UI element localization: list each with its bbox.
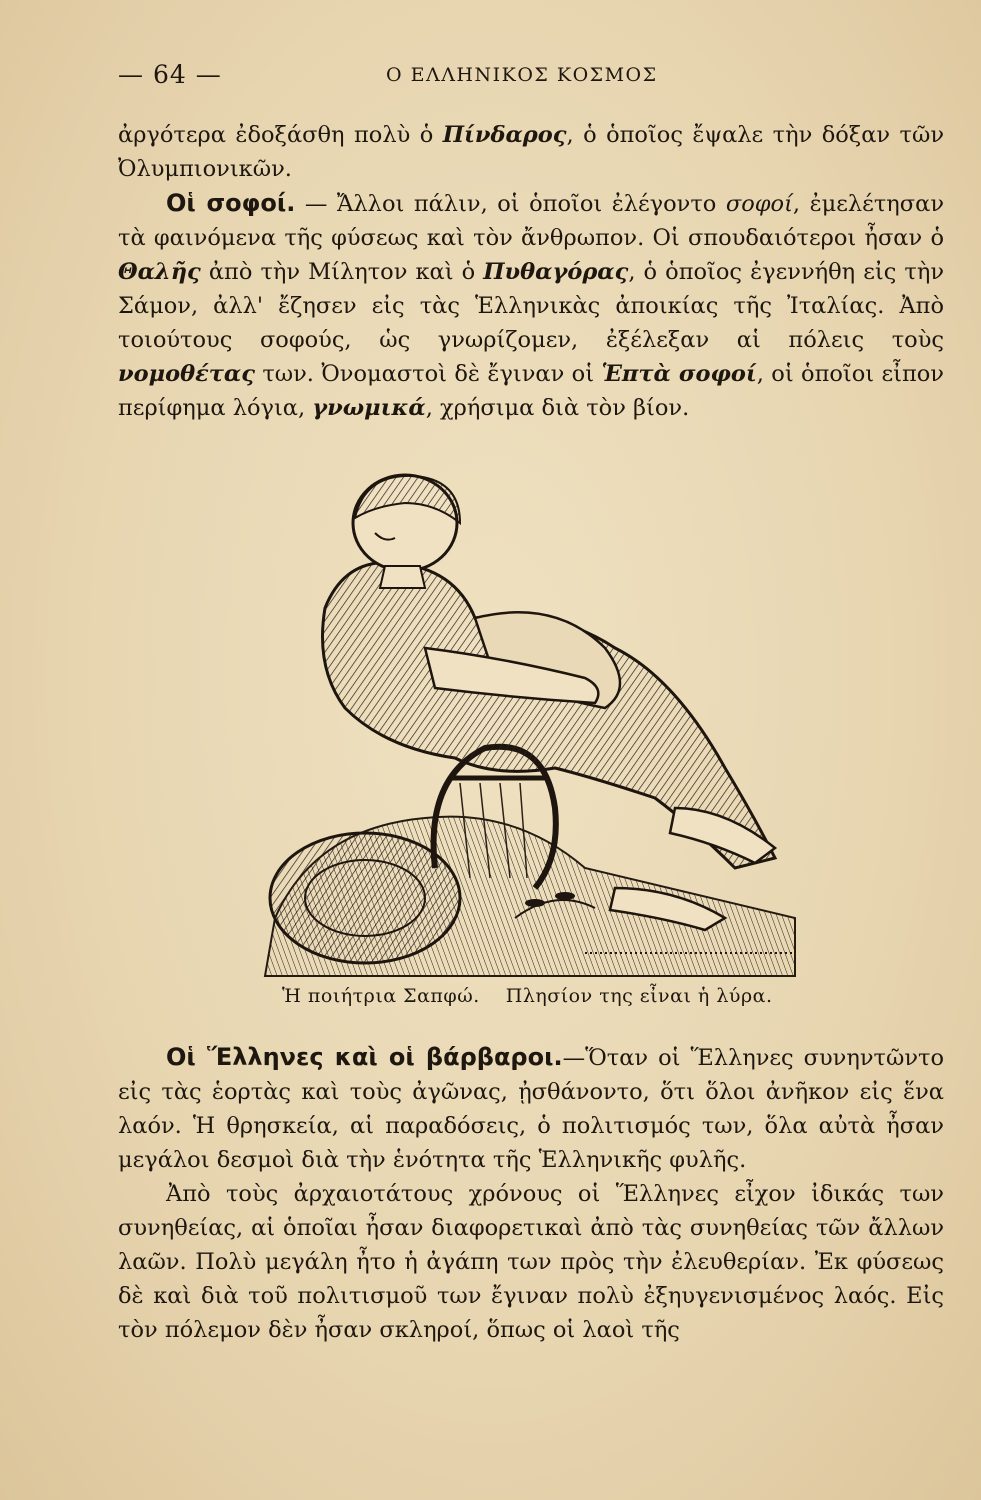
term-gnomika: γνωμικά [312, 395, 426, 421]
name-pindaros: Πίνδαρος [442, 122, 567, 148]
running-title: Ο ΕΛΛΗΝΙΚΟΣ ΚΟΣΜΟΣ [386, 64, 658, 86]
paragraph-sages: Οἱ σοφοί. — Ἄλλοι πάλιν, οἱ ὁποῖοι ἐλέγοντο σοφοί, ἐμελέτησαν τὰ φαινόμενα τῆς φύσεως καὶ τὸν ἄνθρωπον. Οἱ σπουδαιότεροι ἦσαν ὁ Θαλῆς ἀπὸ τὴν Μίλητον καὶ ὁ Πυθαγόρας, ὁ ὁποῖος ἐγεννήθη εἰς τὴν Σάμον, ἀλλ' ἔζησεν εἰς τὰς Ἑλληνικὰς ἀποικίας τῆς Ἰταλίας. Ἀπὸ τοιούτους σοφούς, ὡς γνωρίζομεν, ἐξέλεξαν αἱ πόλεις τοὺς νομοθέτας των. Ὀνομαστοὶ δὲ ἔγιναν οἱ Ἑπτὰ σοφοί, οἱ ὁποῖοι εἶπον περίφημα λόγια, γνωμικά, χρήσιμα διὰ τὸν βίον. [118, 189, 944, 421]
page-header [118, 60, 918, 100]
term-nomothetes: νομοθέτας [118, 361, 255, 387]
sappho-engraving [255, 448, 815, 978]
section-heading-sages: Οἱ σοφοί. [166, 189, 296, 217]
page-number: — 64 — [118, 60, 222, 89]
term-sofoi: σοφοί [725, 191, 793, 217]
paragraph-customs: Ἀπὸ τοὺς ἀρχαιοτάτους χρόνους οἱ Ἕλληνες εἶχον ἰδικάς των συνηθείας, αἱ ὁποῖαι ἦσαν διαφορετικαὶ ἀπὸ τὰς συνηθείας τῶν ἄλλων λαῶν. Πολὺ μεγάλη ἦτο ἡ ἀγάπη των πρὸς τὴν ἐλευθερίαν. Ἐκ φύσεως δὲ καὶ διὰ τοῦ πολιτισμοῦ των ἔγιναν πολὺ ἐξηυγενισμένος λαός. Εἰς τὸν πόλεμον δὲν ἦσαν σκληροί, ὅπως οἱ λαοὶ τῆς [118, 1181, 944, 1343]
figure-caption [282, 985, 842, 1007]
name-thales: Θαλῆς [118, 259, 201, 285]
caption-title: Ἡ ποιήτρια Σαπφώ. [282, 985, 480, 1007]
caption-note: Πλησίον της εἶναι ἡ λύρα. [505, 985, 773, 1007]
text-block-bottom [118, 1040, 944, 1347]
paragraph-greeks-barbarians: Οἱ Ἕλληνες καὶ οἱ βάρβαροι.—Ὅταν οἱ Ἕλληνες συνηντῶντο εἰς τὰς ἑορτὰς καὶ τοὺς ἀγῶνας, ᾐσθάνοντο, ὅτι ὅλοι ἀνῆκον εἰς ἕνα λαόν. Ἡ θρησκεία, αἱ παραδόσεις, ὁ πολιτισμός των, ὅλα αὐτὰ ἦσαν μεγάλοι δεσμοὶ διὰ τὴν ἑνότητα τῆς Ἑλληνικῆς φυλῆς. [118, 1043, 944, 1173]
name-pythagoras: Πυθαγόρας [483, 259, 629, 285]
section-heading-greeks-barbarians: Οἱ Ἕλληνες καὶ οἱ βάρβαροι. [166, 1043, 563, 1071]
text-block-top [118, 118, 944, 425]
paragraph-pindar: ἀργότερα ἐδοξάσθη πολὺ ὁ Πίνδαρος, ὁ ὁποῖος ἔψαλε τὴν δόξαν τῶν Ὀλυμπιονικῶν. [118, 122, 944, 182]
sappho-illustration [255, 448, 815, 978]
term-seven-sages: Ἑπτὰ σοφοί [601, 361, 757, 387]
